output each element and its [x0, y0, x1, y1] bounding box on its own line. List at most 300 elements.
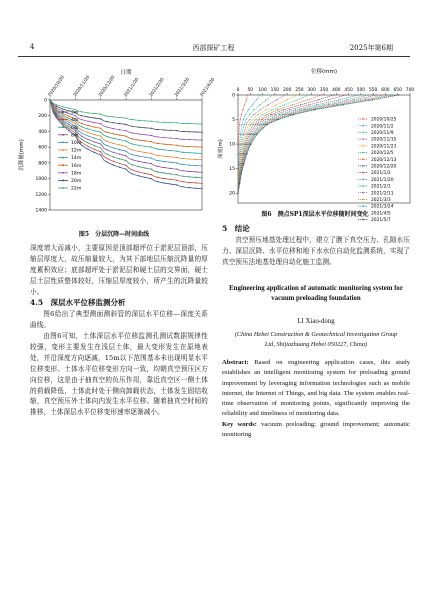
data-point	[258, 114, 259, 115]
data-point	[201, 153, 202, 154]
data-point	[106, 127, 107, 128]
data-point	[100, 128, 101, 129]
data-point	[62, 108, 63, 109]
data-point	[170, 137, 171, 138]
legend-label: 22m	[71, 186, 82, 192]
data-point	[125, 160, 126, 161]
data-point	[201, 123, 202, 124]
data-point	[62, 116, 63, 117]
data-point	[125, 130, 126, 131]
x-tick-label: 0	[236, 88, 240, 93]
data-point	[113, 147, 114, 148]
data-point	[170, 183, 171, 184]
x-axis-label: 位移(mm)	[310, 69, 338, 75]
data-point	[94, 122, 95, 123]
data-point	[87, 116, 88, 117]
data-point	[255, 119, 256, 120]
data-point	[125, 169, 126, 170]
data-point	[132, 169, 133, 170]
data-point	[144, 177, 145, 178]
data-point	[94, 138, 95, 139]
data-point	[157, 155, 158, 156]
data-point	[119, 134, 120, 135]
data-point	[81, 132, 82, 133]
journal-name: 西部探矿工程	[192, 44, 235, 52]
data-point	[132, 159, 133, 160]
data-point	[157, 129, 158, 130]
data-point	[201, 147, 202, 148]
data-point	[263, 124, 264, 125]
data-point	[113, 143, 114, 144]
data-point	[176, 138, 177, 139]
data-point	[56, 107, 57, 108]
data-point	[318, 99, 319, 100]
data-point	[119, 149, 120, 150]
data-point	[119, 139, 120, 140]
data-point	[328, 99, 329, 100]
x-tick-label: 200	[282, 88, 292, 93]
header-rule	[18, 56, 410, 57]
data-point	[266, 114, 267, 115]
data-point	[144, 167, 145, 168]
data-point	[132, 143, 133, 144]
data-point	[333, 104, 334, 105]
data-point	[113, 128, 114, 129]
legend-label: 2021/3/3	[371, 198, 391, 203]
data-point	[100, 118, 101, 119]
y-tick-label: 1000	[35, 177, 47, 183]
data-point	[250, 124, 251, 125]
data-point	[87, 125, 88, 126]
data-point	[100, 136, 101, 137]
legend-label: 2021/3/24	[371, 204, 394, 210]
legend-label: 20m	[71, 179, 82, 184]
legend-label: 12m	[71, 148, 82, 154]
data-point	[343, 104, 344, 105]
data-point	[125, 136, 126, 137]
legend-label: 2020/11/9	[371, 131, 394, 136]
legend-marker	[362, 219, 364, 221]
data-point	[259, 124, 260, 125]
legend-marker	[362, 165, 364, 167]
data-point	[189, 176, 190, 177]
data-point	[260, 104, 261, 105]
data-point	[138, 161, 139, 162]
data-point	[87, 112, 88, 113]
data-point	[201, 172, 202, 173]
data-point	[151, 135, 152, 136]
data-point	[195, 123, 196, 124]
legend-marker	[62, 157, 64, 159]
series-line	[238, 95, 358, 193]
data-point	[144, 134, 145, 135]
data-point	[241, 114, 242, 115]
data-point	[94, 141, 95, 142]
legend-marker	[62, 119, 64, 121]
x-tick-label: 300	[307, 88, 316, 93]
data-point	[151, 121, 152, 122]
legend-marker	[62, 126, 64, 128]
data-point	[119, 167, 120, 168]
data-point	[106, 132, 107, 133]
data-point	[284, 104, 285, 105]
data-point	[189, 171, 190, 172]
data-point	[266, 99, 267, 100]
data-point	[125, 165, 126, 166]
data-point	[94, 149, 95, 150]
data-point	[353, 99, 354, 100]
data-point	[278, 119, 279, 120]
data-point	[62, 123, 63, 124]
data-point	[260, 94, 261, 95]
legend-marker	[362, 158, 364, 160]
data-point	[68, 128, 69, 129]
data-point	[144, 127, 145, 128]
data-point	[271, 109, 272, 110]
data-point	[119, 117, 120, 118]
data-point	[94, 117, 95, 118]
legend-label: 14m	[71, 156, 82, 162]
data-point	[189, 146, 190, 147]
data-point	[189, 164, 190, 165]
data-point	[106, 154, 107, 155]
legend-marker	[62, 111, 64, 113]
data-point	[68, 122, 69, 123]
data-point	[119, 144, 120, 145]
section-4-5-heading: 4.5 深层水平位移监测分析	[30, 298, 126, 307]
y-tick-label: 0	[44, 98, 47, 104]
y-tick-label: 600	[38, 145, 47, 151]
data-point	[138, 127, 139, 128]
legend-label: 16m	[71, 163, 82, 169]
data-point	[237, 193, 238, 194]
data-point	[268, 104, 269, 105]
data-point	[243, 163, 244, 164]
data-point	[68, 116, 69, 117]
author-name: LI Xiao-dong	[297, 318, 335, 325]
legend-label: 2020/11/15	[371, 137, 397, 143]
data-point	[244, 124, 245, 125]
data-point	[257, 124, 258, 125]
x-tick-label: 400	[332, 88, 341, 93]
data-point	[289, 109, 290, 110]
data-point	[201, 132, 202, 133]
data-point	[157, 171, 158, 172]
data-point	[106, 116, 107, 117]
issue-label: 2025年第6期	[349, 44, 393, 52]
data-point	[119, 154, 120, 155]
legend-label: 10m	[71, 141, 82, 146]
data-point	[300, 104, 301, 105]
data-point	[170, 156, 171, 157]
legend-marker	[62, 142, 64, 144]
data-point	[252, 119, 253, 120]
data-point	[195, 188, 196, 189]
data-point	[81, 119, 82, 120]
data-point	[376, 94, 377, 95]
data-point	[125, 146, 126, 147]
legend-label: 2020/12/5	[371, 151, 394, 157]
data-point	[87, 128, 88, 129]
data-point	[195, 177, 196, 178]
data-point	[125, 140, 126, 141]
data-point	[272, 94, 273, 95]
data-point	[195, 171, 196, 172]
data-point	[176, 130, 177, 131]
legend-label: 2020/12/20	[371, 164, 397, 170]
legend-marker	[62, 149, 64, 151]
data-point	[94, 134, 95, 135]
data-point	[247, 94, 248, 95]
x-tick-label: 2021/3/20	[174, 77, 191, 99]
data-point	[132, 132, 133, 133]
data-point	[176, 184, 177, 185]
data-point	[182, 186, 183, 187]
data-point	[170, 144, 171, 145]
data-point	[264, 124, 265, 125]
data-point	[390, 94, 391, 95]
data-point	[239, 183, 240, 184]
data-point	[170, 173, 171, 174]
keywords-label: Key words:	[222, 421, 257, 428]
x-tick-label: 550	[368, 88, 378, 93]
data-point	[144, 173, 145, 174]
data-point	[189, 187, 190, 188]
data-point	[182, 123, 183, 124]
data-point	[81, 123, 82, 124]
data-point	[307, 109, 308, 110]
data-point	[106, 136, 107, 137]
data-point	[119, 163, 120, 164]
data-point	[255, 124, 256, 125]
data-point	[68, 113, 69, 114]
data-point	[182, 131, 183, 132]
abstract-label: Abstract:	[222, 359, 249, 366]
data-point	[144, 140, 145, 141]
data-point	[138, 139, 139, 140]
figure-6-caption: 图6 测点SP1深层水平位移随时间变化	[261, 211, 369, 218]
x-tick-label: 2020/10/20	[47, 74, 66, 99]
paragraph-1: 深度增大而减小，主要原因是顶部超坪位于淤泥层顶部，压缩层厚度大，故压缩量较大，为其下部地层压缩沉降量的厚度累积效应；底部超坪处于淤泥层和硬土层的交界面，硬土层土层性质整体较好，压缩层厚度较小，所产生的沉降量较小。	[30, 244, 208, 296]
data-point	[287, 99, 288, 100]
data-point	[201, 183, 202, 184]
data-point	[119, 123, 120, 124]
data-point	[358, 94, 359, 95]
legend-marker	[62, 187, 64, 189]
data-point	[68, 126, 69, 127]
y-tick-label: 0	[232, 93, 235, 99]
data-point	[157, 160, 158, 161]
data-point	[94, 130, 95, 131]
data-point	[182, 164, 183, 165]
keywords-text: vacuum preloading; ground improvement; automatic monitoring	[222, 421, 410, 439]
y-tick-label: 20	[229, 191, 235, 197]
data-point	[87, 142, 88, 143]
data-point	[176, 157, 177, 158]
data-point	[113, 161, 114, 162]
y-tick-label: 1400	[35, 208, 47, 214]
legend-marker	[362, 145, 364, 147]
data-point	[151, 169, 152, 170]
data-point	[368, 94, 369, 95]
data-point	[138, 155, 139, 156]
keywords-block	[222, 420, 410, 441]
x-tick-label: 500	[356, 88, 366, 93]
data-point	[288, 114, 289, 115]
data-point	[68, 118, 69, 119]
data-point	[265, 109, 266, 110]
data-point	[308, 104, 309, 105]
data-point	[195, 131, 196, 132]
data-point	[100, 151, 101, 152]
data-point	[68, 124, 69, 125]
data-point	[151, 178, 152, 179]
data-point	[151, 153, 152, 154]
data-point	[68, 108, 69, 109]
legend-marker	[362, 185, 364, 187]
data-point	[170, 162, 171, 163]
data-point	[49, 99, 50, 100]
data-point	[87, 132, 88, 133]
data-point	[144, 120, 145, 121]
legend-label: 6m	[71, 125, 79, 131]
plot-frame	[50, 100, 202, 210]
data-point	[56, 106, 57, 107]
legend-marker	[362, 152, 364, 154]
series-2021-2-1	[237, 94, 368, 193]
data-point	[151, 158, 152, 159]
legend-label: 2021/1/2	[371, 171, 391, 177]
data-point	[250, 143, 251, 144]
page-number: 4	[30, 43, 35, 51]
data-point	[239, 124, 240, 125]
data-point	[201, 177, 202, 178]
data-point	[138, 133, 139, 134]
data-point	[157, 177, 158, 178]
data-point	[157, 136, 158, 137]
data-point	[189, 152, 190, 153]
data-point	[106, 158, 107, 159]
data-point	[170, 179, 171, 180]
data-point	[144, 157, 145, 158]
data-point	[81, 136, 82, 137]
data-point	[132, 154, 133, 155]
data-point	[176, 145, 177, 146]
data-point	[62, 124, 63, 125]
data-point	[195, 153, 196, 154]
data-point	[100, 147, 101, 148]
data-point	[201, 165, 202, 166]
data-point	[176, 169, 177, 170]
data-point	[189, 123, 190, 124]
data-point	[157, 149, 158, 150]
data-point	[241, 124, 242, 125]
data-point	[256, 99, 257, 100]
x-tick-label: 100	[258, 88, 267, 93]
legend-marker	[362, 179, 364, 181]
x-tick-label: 250	[295, 88, 304, 93]
paragraph-3: 由图6可知，土体深层水平位移监测孔测试数据规律性较强，变形主要发生在浅层土体，最大变形发生在原地表处，并沿深度方向逐减，15m以下范围基本未出现明显水平位移变形。土体水平位移变形方向一致，均朝真空预压区方向位移，这是由于抽真空的负压作用，靠近真空区一侧土体的荷载降低，土体此时处于侧向卸载状态，土体发生固结收缩，真空预压外土体向内发生水平位移。随着抽真空时间的推移，土体深层水平位移变形速率逐渐减小。	[30, 332, 208, 417]
x-tick-label: 450	[344, 88, 353, 93]
legend-label: 18m	[71, 171, 82, 177]
y-tick-label: 10	[229, 142, 235, 148]
legend-marker	[362, 199, 364, 201]
legend-label: 2020/11/23	[371, 144, 397, 150]
data-point	[276, 104, 277, 105]
x-tick-label: 150	[270, 88, 280, 93]
y-tick-label: 800	[38, 161, 47, 167]
data-point	[260, 109, 261, 110]
data-point	[87, 121, 88, 122]
data-point	[138, 166, 139, 167]
data-point	[100, 132, 101, 133]
data-point	[256, 134, 257, 135]
data-point	[157, 166, 158, 167]
data-point	[151, 147, 152, 148]
data-point	[151, 141, 152, 142]
data-point	[176, 122, 177, 123]
data-point	[113, 122, 114, 123]
legend-label: 2021/5/7	[371, 218, 391, 224]
data-point	[270, 114, 271, 115]
data-point	[138, 145, 139, 146]
data-point	[138, 175, 139, 176]
x-tick-label: 600	[381, 88, 390, 93]
data-point	[56, 104, 57, 105]
data-point	[346, 94, 347, 95]
data-point	[94, 113, 95, 114]
data-point	[163, 178, 164, 179]
data-point	[170, 168, 171, 169]
data-point	[132, 173, 133, 174]
data-point	[62, 114, 63, 115]
y-axis-label: 深度(m)	[218, 139, 224, 159]
data-point	[176, 162, 177, 163]
legend	[358, 117, 397, 224]
data-point	[346, 99, 347, 100]
data-point	[176, 174, 177, 175]
data-point	[182, 146, 183, 147]
y-tick-label: 15	[229, 167, 235, 173]
data-point	[292, 104, 293, 105]
data-point	[398, 94, 399, 95]
data-point	[151, 128, 152, 129]
data-point	[163, 129, 164, 130]
data-point	[100, 154, 101, 155]
data-point	[195, 159, 196, 160]
data-point	[157, 121, 158, 122]
legend-marker	[362, 192, 364, 194]
legend-label: 2021/2/1	[371, 184, 391, 190]
data-point	[94, 145, 95, 146]
y-tick-label: 400	[38, 129, 47, 135]
data-point	[119, 158, 120, 159]
data-point	[113, 156, 114, 157]
data-point	[272, 119, 273, 120]
legend-marker	[62, 164, 64, 166]
data-point	[282, 114, 283, 115]
data-point	[307, 99, 308, 100]
data-point	[87, 135, 88, 136]
data-point	[68, 120, 69, 121]
data-point	[241, 173, 242, 174]
data-point	[163, 182, 164, 183]
data-point	[56, 110, 57, 111]
data-point	[283, 109, 284, 110]
data-point	[81, 129, 82, 130]
data-point	[94, 126, 95, 127]
data-point	[314, 109, 315, 110]
